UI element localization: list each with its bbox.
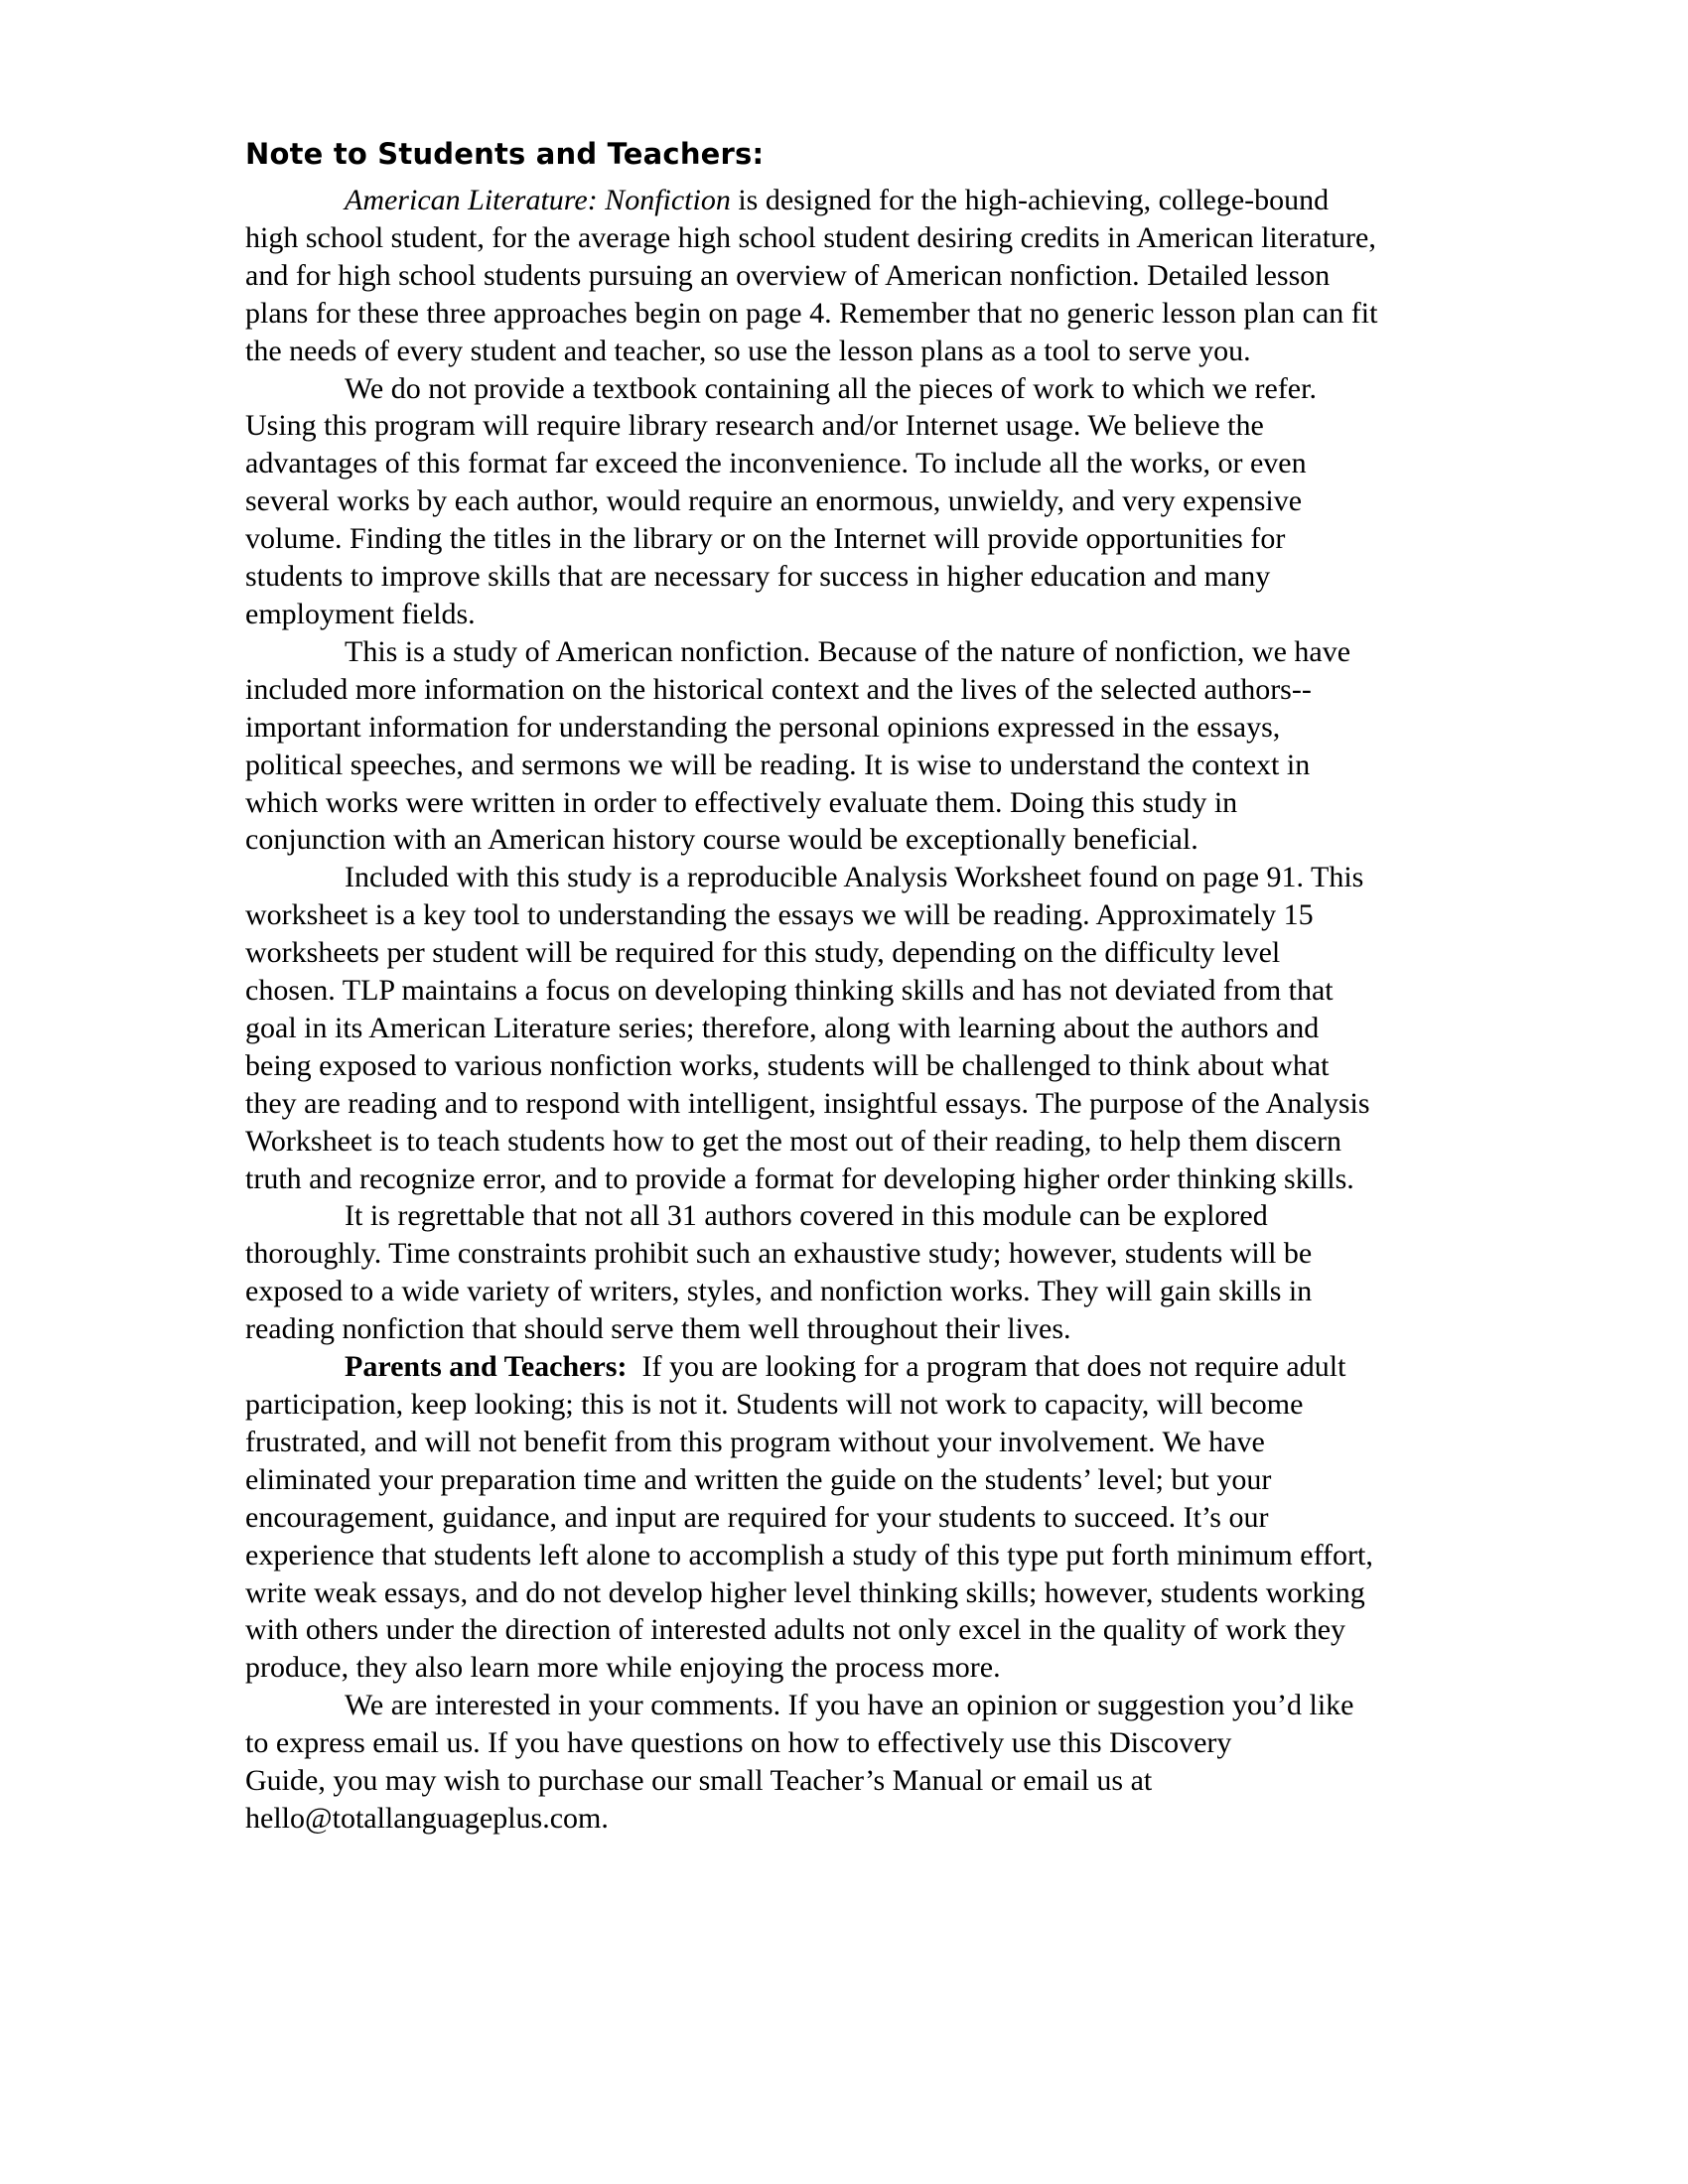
line-text: We are interested in your comments. If you have an opinion or suggestion you’d like bbox=[345, 1689, 1354, 1722]
text-line bbox=[245, 1724, 1496, 1762]
text-line bbox=[245, 1611, 1496, 1649]
text-line bbox=[245, 219, 1496, 257]
text-line bbox=[245, 1235, 1496, 1273]
line-text: conjunction with an American history course would be exceptionally beneficial. bbox=[245, 823, 1198, 857]
text-line bbox=[245, 859, 1496, 896]
line-text: Guide, you may wish to purchase our small Teacher’s Manual or email us at bbox=[245, 1764, 1153, 1798]
line-text: Worksheet is to teach students how to get the most out of their reading, to help them discern bbox=[245, 1124, 1342, 1158]
line-text: worksheet is a key tool to understanding the essays we will be reading. Approximately 15 bbox=[245, 898, 1314, 932]
text-line bbox=[245, 1386, 1496, 1424]
text-line bbox=[245, 1197, 1496, 1235]
line-text: high school student, for the average high school student desiring credits in American literature, bbox=[245, 220, 1376, 254]
bold-lead-in: Parents and Teachers: bbox=[345, 1350, 628, 1384]
line-text: write weak essays, and do not develop higher level thinking skills; however, students working bbox=[245, 1575, 1365, 1609]
text-line bbox=[245, 520, 1496, 558]
line-text: employment fields. bbox=[245, 597, 476, 630]
line-text: included more information on the historical context and the lives of the selected authors-- bbox=[245, 672, 1312, 706]
paragraph-textbook bbox=[245, 370, 1496, 633]
line-text: hello@totallanguageplus.com. bbox=[245, 1801, 609, 1835]
paragraph-analysis-worksheet bbox=[245, 859, 1496, 1197]
line-text: encouragement, guidance, and input are required for your students to succeed. It’s our bbox=[245, 1500, 1269, 1534]
line-text: Included with this study is a reproducible Analysis Worksheet found on page 91. This bbox=[345, 861, 1364, 894]
line-text: political speeches, and sermons we will be reading. It is wise to understand the context in bbox=[245, 748, 1311, 781]
line-text: to express email us. If you have questions on how to effectively use this Discovery bbox=[245, 1726, 1232, 1760]
text-line bbox=[245, 558, 1496, 596]
text-line bbox=[245, 1160, 1496, 1198]
line-text: We do not provide a textbook containing all the pieces of work to which we refer. bbox=[345, 371, 1317, 405]
document-body bbox=[245, 182, 1496, 1838]
text-line bbox=[245, 1424, 1496, 1461]
paragraph-study-context bbox=[245, 633, 1496, 859]
paragraph-parents-teachers bbox=[245, 1348, 1496, 1687]
text-line bbox=[245, 1010, 1496, 1047]
text-line bbox=[245, 333, 1496, 370]
text-line bbox=[245, 1537, 1496, 1574]
text-line bbox=[245, 1762, 1496, 1800]
text-line bbox=[245, 1310, 1496, 1348]
text-line bbox=[245, 1687, 1496, 1724]
paragraph-introduction bbox=[245, 182, 1496, 370]
line-text: thoroughly. Time constraints prohibit such an exhaustive study; however, students will be bbox=[245, 1237, 1313, 1271]
text-line bbox=[245, 1047, 1496, 1085]
line-text: produce, they also learn more while enjoying the process more. bbox=[245, 1651, 1001, 1685]
text-line bbox=[245, 1574, 1496, 1612]
text-line bbox=[245, 182, 1496, 219]
line-text: experience that students left alone to accomplish a study of this type put forth minimum effort, bbox=[245, 1538, 1373, 1571]
line-text: advantages of this format far exceed the inconvenience. To include all the works, or even bbox=[245, 447, 1307, 480]
line-text: the needs of every student and teacher, so use the lesson plans as a tool to serve you. bbox=[245, 334, 1251, 367]
text-line bbox=[245, 407, 1496, 445]
line-text: reading nonfiction that should serve them well throughout their lives. bbox=[245, 1312, 1071, 1346]
line-text: important information for understanding the personal opinions expressed in the essays, bbox=[245, 710, 1281, 744]
paragraph-comments bbox=[245, 1687, 1496, 1838]
text-line bbox=[245, 1273, 1496, 1310]
text-line bbox=[245, 370, 1496, 408]
text-line bbox=[245, 1649, 1496, 1687]
text-line bbox=[245, 633, 1496, 671]
text-line bbox=[245, 596, 1496, 633]
line-text: is designed for the high-achieving, college-bound bbox=[730, 184, 1330, 216]
text-line bbox=[245, 1461, 1496, 1499]
line-text: eliminated your preparation time and written the guide on the students’ level; but your bbox=[245, 1462, 1272, 1496]
document-page bbox=[245, 134, 1496, 1838]
text-line bbox=[245, 1348, 1496, 1386]
text-line bbox=[245, 821, 1496, 859]
line-text: If you are looking for a program that does not require adult bbox=[627, 1350, 1346, 1384]
text-line bbox=[245, 1499, 1496, 1537]
line-text: exposed to a wide variety of writers, styles, and nonfiction works. They will gain skills in bbox=[245, 1275, 1313, 1308]
line-text: participation, keep looking; this is not it. Students will not work to capacity, will become bbox=[245, 1388, 1304, 1421]
line-text: being exposed to various nonfiction works, students will be challenged to think about what bbox=[245, 1048, 1330, 1082]
page-heading: Note to Students and Teachers: bbox=[245, 137, 765, 171]
line-text: This is a study of American nonfiction. Because of the nature of nonfiction, we have bbox=[345, 634, 1351, 668]
text-line bbox=[245, 1123, 1496, 1160]
text-line bbox=[245, 934, 1496, 972]
text-line bbox=[245, 747, 1496, 784]
text-line bbox=[245, 1800, 1496, 1838]
text-line bbox=[245, 295, 1496, 333]
line-text: goal in its American Literature series; therefore, along with learning about the authors and bbox=[245, 1011, 1320, 1044]
line-text: worksheets per student will be required for this study, depending on the difficulty level bbox=[245, 936, 1281, 970]
text-line bbox=[245, 896, 1496, 934]
line-text: chosen. TLP maintains a focus on developing thinking skills and has not deviated from that bbox=[245, 974, 1334, 1008]
line-text: volume. Finding the titles in the library or on the Internet will provide opportunities for bbox=[245, 522, 1286, 556]
text-line bbox=[245, 671, 1496, 709]
text-line bbox=[245, 709, 1496, 747]
italic-title: American Literature: Nonfiction bbox=[345, 184, 731, 216]
line-text: It is regrettable that not all 31 authors covered in this module can be explored bbox=[345, 1199, 1268, 1233]
text-line bbox=[245, 482, 1496, 520]
text-line bbox=[245, 784, 1496, 822]
paragraph-authors-coverage bbox=[245, 1197, 1496, 1348]
line-text: with others under the direction of interested adults not only excel in the quality of work they bbox=[245, 1613, 1346, 1647]
text-line bbox=[245, 257, 1496, 295]
line-text: which works were written in order to effectively evaluate them. Doing this study in bbox=[245, 785, 1238, 819]
line-text: they are reading and to respond with intelligent, insightful essays. The purpose of the Analysis bbox=[245, 1086, 1370, 1120]
line-text: plans for these three approaches begin on page 4. Remember that no generic lesson plan can fit bbox=[245, 296, 1378, 330]
line-text: truth and recognize error, and to provide a format for developing higher order thinking skills. bbox=[245, 1161, 1354, 1195]
line-text: Using this program will require library research and/or Internet usage. We believe the bbox=[245, 409, 1264, 443]
text-line bbox=[245, 1085, 1496, 1123]
line-text: students to improve skills that are necessary for success in higher education and many bbox=[245, 560, 1271, 594]
text-line bbox=[245, 972, 1496, 1010]
line-text: frustrated, and will not benefit from this program without your involvement. We have bbox=[245, 1425, 1265, 1458]
text-line bbox=[245, 445, 1496, 482]
line-text: several works by each author, would require an enormous, unwieldy, and very expensive bbox=[245, 484, 1303, 518]
line-text: and for high school students pursuing an overview of American nonfiction. Detailed lesson bbox=[245, 258, 1331, 292]
